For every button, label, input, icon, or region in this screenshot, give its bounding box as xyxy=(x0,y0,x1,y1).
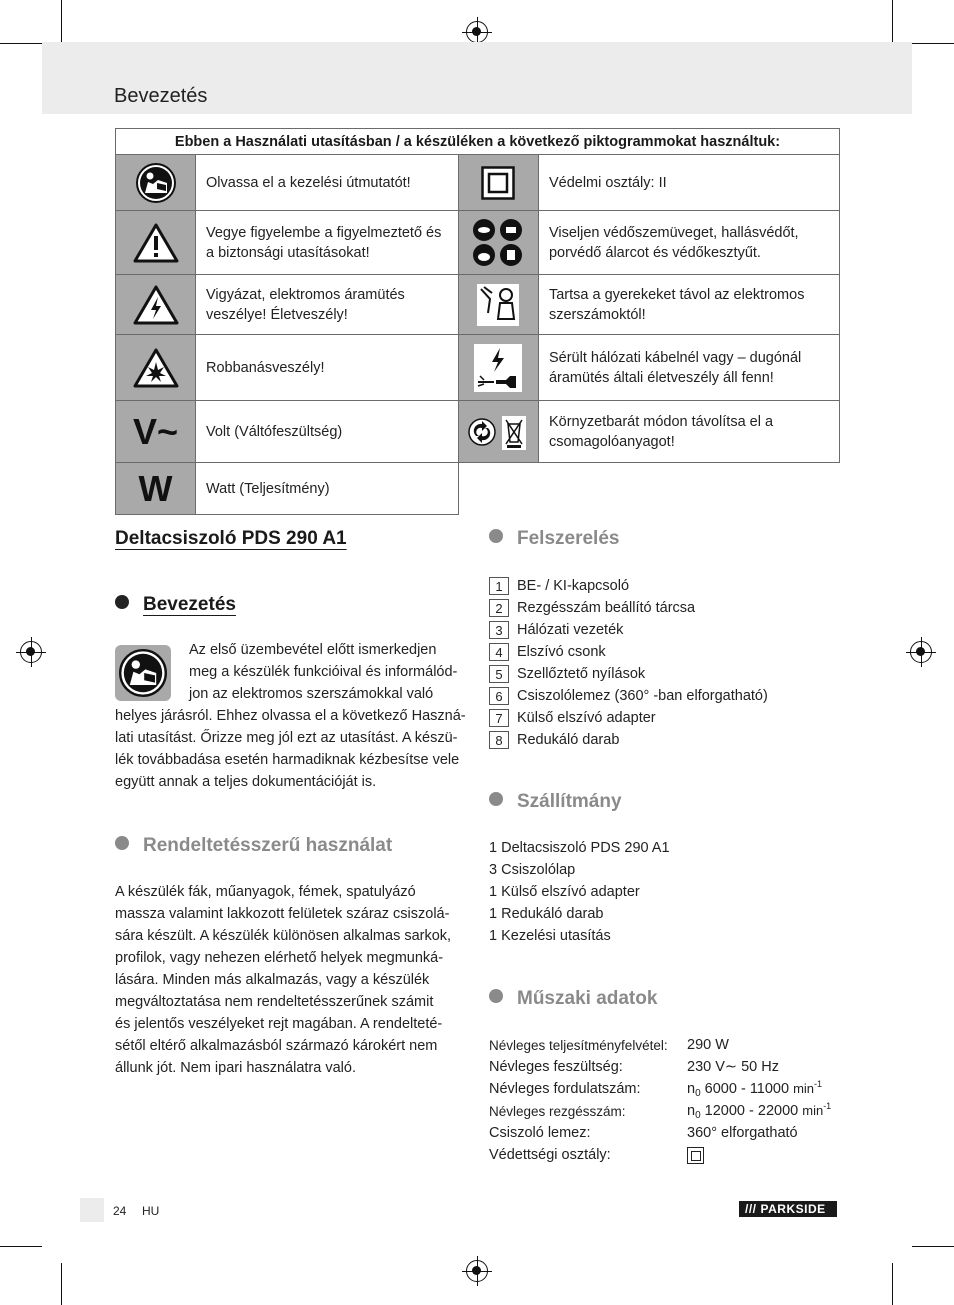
list-item: 8 Redukáló darab xyxy=(489,729,768,751)
spec-row: Védettségi osztály: xyxy=(489,1144,831,1166)
spec-row: Névleges fordulatszám: $n_0$ 6000 - 11000 $\min^{-1}$ xyxy=(489,1079,823,1099)
tech-spec-table xyxy=(489,1034,831,1166)
page-title: Bevezetés xyxy=(114,85,208,107)
spec-row: Névleges rezgésszám: $n_0$ 12000 - 22000 $\min^{-1}$ xyxy=(489,1101,832,1121)
volt-ac-icon xyxy=(116,401,196,463)
crop-mark xyxy=(892,0,893,42)
crop-mark xyxy=(61,1263,62,1305)
registration-mark-icon xyxy=(466,21,488,43)
crop-mark xyxy=(0,1246,42,1247)
list-item: 1 Kezelési utasítás xyxy=(489,928,611,944)
watt-symbol: W xyxy=(138,467,173,509)
list-item: 1 Redukáló darab xyxy=(489,906,604,922)
usage-paragraph: A készülék fák, műanyagok, fémek, spatulyázó massza valamint lakkozott felületek száraz csiszolá- sára készült. A készülék különösen alkalmas sarkok, profilok, vagy nehezen elérhető helyek megmunká- lására. Minden más alkalmazás, vagy a készülék megváltoztatása nem rendeltetésszerűnek számit és jelentős veszélyeket rejt magában. A rendelteté- sétől eltérő alkalmazásból származó károkért nem állunk jót. Nem ipari használatra való. xyxy=(115,884,452,1076)
list-item: 3 Csiszolólap xyxy=(489,862,576,878)
electric-shock-icon xyxy=(116,275,196,335)
delivery-heading: Szállítmány xyxy=(489,791,622,813)
bullet-icon xyxy=(115,836,129,850)
intro-paragraph-top: Az első üzembevétel előtt ismerkedjen meg a készülék funkcióival és informálód- jon az elektromos szerszámokkal való xyxy=(189,642,458,702)
list-item: 5 Szellőztető nyílások xyxy=(489,663,768,685)
pictogram-text: Környzetbarát módon távolítsa el a csomagolóanyagot! xyxy=(538,401,839,463)
delivery-list xyxy=(489,837,670,947)
registration-mark-icon xyxy=(20,641,42,663)
pictogram-table-heading: Ebben a Használati utasításban / a készüléken a következő piktogrammokat használtuk: xyxy=(116,129,840,155)
pictogram-text: Olvassa el a kezelési útmutatót! xyxy=(196,155,459,211)
product-title: Deltacsiszoló PDS 290 A1 xyxy=(115,528,347,549)
pictogram-text: Watt (Teljesítmény) xyxy=(196,463,459,515)
intro-paragraph: helyes járásról. Ehhez olvassa el a következő Haszná- lati utasítást. Őrizze meg jól ezt az utasítást. A készü- lék továbbadása esetén harmadiknak kézbesítse vele együtt annak a teljes dokumentációját is. xyxy=(115,708,466,790)
usage-heading: Rendeltetésszerű használat xyxy=(115,835,392,857)
list-item: 4 Elszívó csonk xyxy=(489,641,768,663)
footer-marker xyxy=(80,1198,104,1222)
list-item: 3 Hálózati vezeték xyxy=(489,619,768,641)
bullet-icon xyxy=(489,792,503,806)
pictogram-text: Viseljen védőszemüveget, hallásvédőt, porvédő álarcot és védőkesztyűt. xyxy=(538,211,839,275)
list-item: 1 Deltacsiszoló PDS 290 A1 xyxy=(489,840,670,856)
damaged-cable-icon xyxy=(458,335,538,401)
pictogram-text: Robbanásveszély! xyxy=(196,335,459,401)
intro-heading: Bevezetés xyxy=(115,594,236,616)
equipment-heading: Felszerelés xyxy=(489,528,619,550)
pictogram-text: Volt (Váltófeszültség) xyxy=(196,401,459,463)
list-item: 1 BE- / KI-kapcsoló xyxy=(489,575,768,597)
read-manual-icon xyxy=(116,155,196,211)
list-item: 2 Rezgésszám beállító tárcsa xyxy=(489,597,768,619)
warning-triangle-icon xyxy=(116,211,196,275)
recycling-icon xyxy=(458,401,538,463)
tech-heading: Műszaki adatok xyxy=(489,988,657,1010)
bullet-icon xyxy=(489,529,503,543)
bullet-icon xyxy=(115,595,129,609)
protective-gear-icon xyxy=(458,211,538,275)
protection-class-ii-icon xyxy=(458,155,538,211)
brand-logo: /// PARKSIDE xyxy=(739,1201,837,1217)
list-item: 7 Külső elszívó adapter xyxy=(489,707,768,729)
explosion-icon xyxy=(116,335,196,401)
bullet-icon xyxy=(489,989,503,1003)
pictogram-text: Tartsa a gyerekeket távol az elektromos szerszámoktól! xyxy=(538,275,839,335)
watt-icon xyxy=(116,463,196,515)
pictogram-text: Vegye figyelembe a figyelmeztető és a biztonsági utasításokat! xyxy=(196,211,459,275)
crop-mark xyxy=(912,1246,954,1247)
parts-list xyxy=(489,575,768,751)
spec-row: Csiszoló lemez: 360° elforgatható xyxy=(489,1125,798,1141)
list-item: 1 Külső elszívó adapter xyxy=(489,884,640,900)
crop-mark xyxy=(912,43,954,44)
spec-row: Névleges teljesítményfelvétel: 290 W xyxy=(489,1037,729,1053)
protection-class-ii-icon xyxy=(687,1147,704,1164)
page-number: 24 xyxy=(113,1204,127,1218)
keep-children-away-icon xyxy=(458,275,538,335)
pictogram-text: Vigyázat, elektromos áramütés veszélye! Életveszély! xyxy=(196,275,459,335)
pictogram-table xyxy=(115,128,840,515)
registration-mark-icon xyxy=(466,1260,488,1282)
read-manual-icon xyxy=(115,645,171,701)
crop-mark xyxy=(61,0,62,42)
registration-mark-icon xyxy=(910,641,932,663)
pictogram-text: Védelmi osztály: II xyxy=(538,155,839,211)
list-item: 6 Csiszolólemez (360° -ban elforgatható) xyxy=(489,685,768,707)
volt-symbol: V~ xyxy=(132,410,179,452)
pictogram-text: Sérült hálózati kábelnél vagy – dugónál áramütés általi életveszély áll fenn! xyxy=(538,335,839,401)
page-language: HU xyxy=(142,1204,160,1218)
spec-row: Névleges feszültség: 230 V∼ 50 Hz xyxy=(489,1059,779,1075)
crop-mark xyxy=(892,1263,893,1305)
crop-mark xyxy=(0,43,42,44)
empty-cell xyxy=(458,463,839,515)
